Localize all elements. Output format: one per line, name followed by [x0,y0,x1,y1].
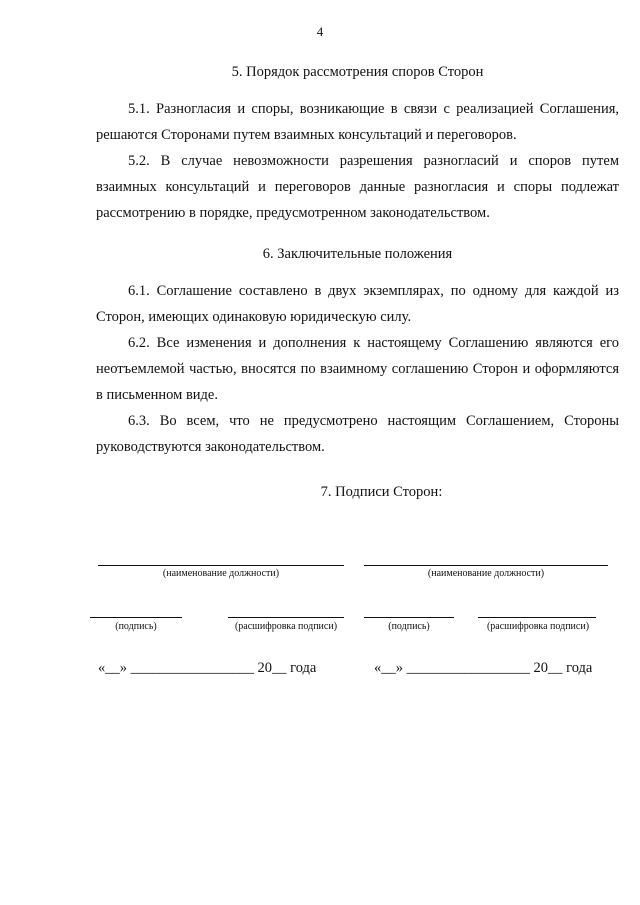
position-line-left [98,565,344,566]
signature-caption-left: (подпись) [115,621,157,632]
date-month-left: _________________ [130,660,254,676]
signature-line-left [90,617,182,618]
position-caption-right: (наименование должности) [427,568,545,579]
date-day-right: «__» [374,660,403,676]
date-line-right [374,660,592,677]
signature-line-right [364,617,454,618]
paragraph-6-3: 6.3. Во всем, что не предусмотрено настоящим Соглашением, Стороны руководствуются законодательством. [96,413,619,455]
date-day-left: «__» [98,660,127,676]
position-caption-left: (наименование должности) [162,568,280,579]
decoding-line-right [478,617,596,618]
date-month-right: _________________ [406,660,530,676]
section-7-heading: 7. Подписи Сторон: [320,484,443,500]
paragraph-5-2: 5.2. В случае невозможности разрешения разногласий и споров путем взаимных консультаций и переговоров данные разногласия и споры подлежат рассмотрению в порядке, предусмотренном законодательством. [96,153,619,221]
page-number: 4 [316,24,324,39]
section-6-heading: 6. Заключительные положения [262,246,453,262]
decoding-caption-left: (расшифровка подписи) [234,621,338,632]
date-year-right: 20__ года [533,660,593,676]
section-5-heading: 5. Порядок рассмотрения споров Сторон [231,64,484,80]
paragraph-6-1: 6.1. Соглашение составлено в двух экземплярах, по одному для каждой из Сторон, имеющих одинаковую юридическую силу. [96,283,619,325]
signature-caption-right: (подпись) [388,621,430,632]
decoding-line-left [228,617,344,618]
decoding-caption-right: (расшифровка подписи) [486,621,590,632]
position-line-right [364,565,608,566]
paragraph-6-2: 6.2. Все изменения и дополнения к настоящему Соглашению являются его неотъемлемой частью, вносятся по взаимному соглашению Сторон и оформляются в письменном виде. [96,335,619,403]
date-year-left: 20__ года [257,660,317,676]
paragraph-5-1: 5.1. Разногласия и споры, возникающие в связи с реализацией Соглашения, решаются Сторонами путем взаимных консультаций и переговоров. [96,101,619,143]
date-line-left [98,660,316,677]
